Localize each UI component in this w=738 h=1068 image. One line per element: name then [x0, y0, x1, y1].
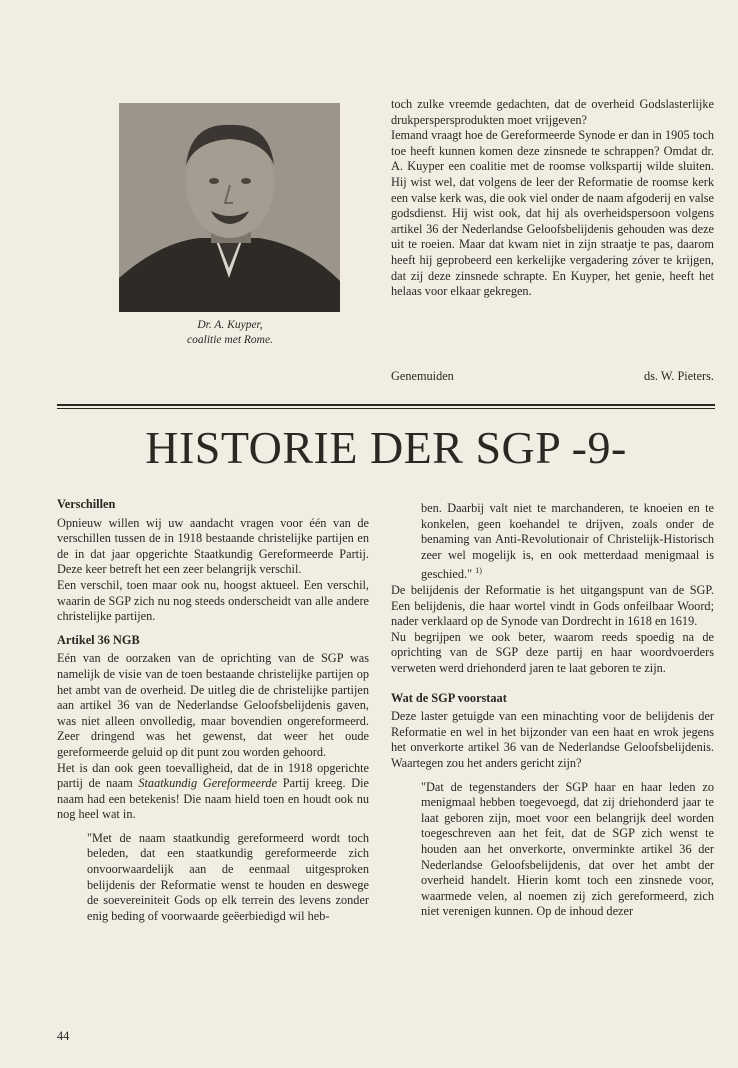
paragraph: Opnieuw willen wij uw aandacht vragen voor één van de verschillen tussen de in 1918 bestaande christelijke partijen en de in dat jaar opgerichte Staatkundig Gereformeerde Partij. Deze keer betreft het een zeer belangrijk verschil.: [57, 515, 369, 577]
page-number: 44: [57, 1029, 70, 1043]
party-name-emphasis: Staatkundig Gereformeerde: [138, 776, 278, 791]
signature: [391, 369, 714, 384]
left-column: [57, 497, 369, 924]
previous-article-text: [391, 97, 714, 300]
photo-caption: [120, 318, 340, 348]
paragraph: Eén van de oorzaken van de oprichting van de SGP was namelijk de visie van de toen bestaande christelijke partijen op het ambt van de overheid. De uitleg die de christelijke partijen aan artikel 36 van de Nederlandse Geloofsbelijdenis gaven, was niet alleen onvolledig, maar bovendien ongereformeerd. Zeer dringend was het gewenst, dat weer het oude gereformeerde geluid op dit punt zou worden gehoord.: [57, 651, 369, 759]
caption-line-1: Dr. A. Kuyper,: [197, 319, 263, 331]
paragraph: Een verschil, toen maar ook nu, hoogst aktueel. Een verschil, waarin de SGP zich nu nog steeds onderscheidt van alle andere christelijke partijen.: [57, 577, 369, 624]
caption-line-2: coalitie met Rome.: [187, 334, 273, 346]
previous-paragraph: toch zulke vreemde gedachten, dat de overheid Godslasterlijke drukperspersprodukten moet vrijgeven?: [391, 97, 714, 127]
paragraph-text: Partij kreeg. Die naam had een betekenis! Die naam hield toen en houdt ook nu nog heel wat in.: [57, 776, 369, 822]
paragraph-text: Het is dan ook geen toevalligheid, dat de in 1918 opgerichte partij de naam: [57, 760, 369, 791]
signature-place: Genemuiden: [391, 369, 454, 383]
block-quote-continued: [391, 501, 714, 583]
divider-rule: [57, 404, 715, 406]
paragraph: Nu begrijpen we ook beter, waarom reeds spoedig na de oprichting van de SGP deze partij en haar woordvoerders verweten werd driehonderd jaren te laat geboren te zijn.: [391, 629, 714, 676]
right-column: [391, 501, 714, 920]
paragraph: De belijdenis der Reformatie is het uitgangspunt van de SGP. Een belijdenis, die haar wortel vindt in Gods onfeilbaar Woord; nader verklaard op de Synode van Dordrecht in 1618 en 1619.: [391, 583, 714, 629]
article-title: HISTORIE DER SGP -9-: [145, 422, 627, 473]
section-heading: Wat de SGP voorstaat: [391, 690, 507, 705]
signature-author: ds. W. Pieters.: [643, 369, 714, 383]
block-quote: "Dat de tegenstanders der SGP haar en haar leden zo menigmaal hebben toegevoegd, dat zij driehonderd jaar te laat geboren zijn, moet voor een belangrijk deel worden toegeschreven aan het feit, dat de SGP zich wenst te houden aan het onverkorte, onverminkte artikel 36 der Nederlandse Geloofsbelijdenis, dat over het ambt der overheid handelt. Hierin komt toch een zinsnede voor, waarmede velen, al noemen zij zich gereformeerd, zich niet verenigen kunnen. Op de inhoud dezer: [421, 779, 714, 919]
paragraph: Deze laster getuigde van een minachting voor de belijdenis der Reformatie en wel in het bijzonder van een haat en wrok jegens het onverkorte artikel 36 van de Nederlandse Geloofsbelijdenis. Waartegen zou het anders gericht zijn?: [391, 709, 714, 770]
divider-rule: [57, 408, 715, 409]
paragraph: [57, 761, 369, 823]
previous-paragraph: Iemand vraagt hoe de Gereformeerde Synode er dan in 1905 toch toe heeft kunnen komen deze zinsnede te schrappen? Omdat dr. A. Kuyper een coalitie met de roomse volkspartij wilde sluiten. Hij wist wel, dat volgens de leer der Reformatie de roomse kerk een valse kerk was, die ook viel onder de naam afgoderij en valse godsdienst. Hij wist ook, dat hij als overheidspersoon volgens artikel 36 der Nederlandse Geloofsbelijdenis gehouden was deze uit te roeien. Maar dat kwam niet in zijn straatje te pas, daarom heeft hij geprobeerd een kerkelijke vergadering zóver te krijgen, dat zij deze zinsnede schrapte. En Kuyper, het genie, heeft het helaas voor elkaar gekregen.: [391, 128, 714, 299]
portrait-illustration: [119, 103, 340, 312]
footnote-marker: 1): [475, 566, 482, 576]
section-heading: Verschillen: [57, 497, 116, 511]
quote-text: ben. Daarbij valt niet te marchanderen, te knoeien en te konkelen, geen koehandel te drijven, zoals onder de benaming van Anti-Revolutionair of Christelijk-Historisch zeer wel mogelijk is, en ook metterdaad menigmaal is geschied.": [421, 501, 714, 582]
section-heading: Artikel 36 NGB: [57, 632, 140, 647]
block-quote: "Met de naam staatkundig gereformeerd wordt toch beleden, dat een staatkundig gereformeerde zich onvoorwaardelijk aan de eenmaal uitgesproken belijdenis der Reformatie wenst te houden en deswege de soevereiniteit Gods op elk terrein des levens zonder enig beding of voorwaarde geëerbiedigd wil heb-: [87, 830, 369, 923]
portrait-photo: [119, 103, 340, 312]
